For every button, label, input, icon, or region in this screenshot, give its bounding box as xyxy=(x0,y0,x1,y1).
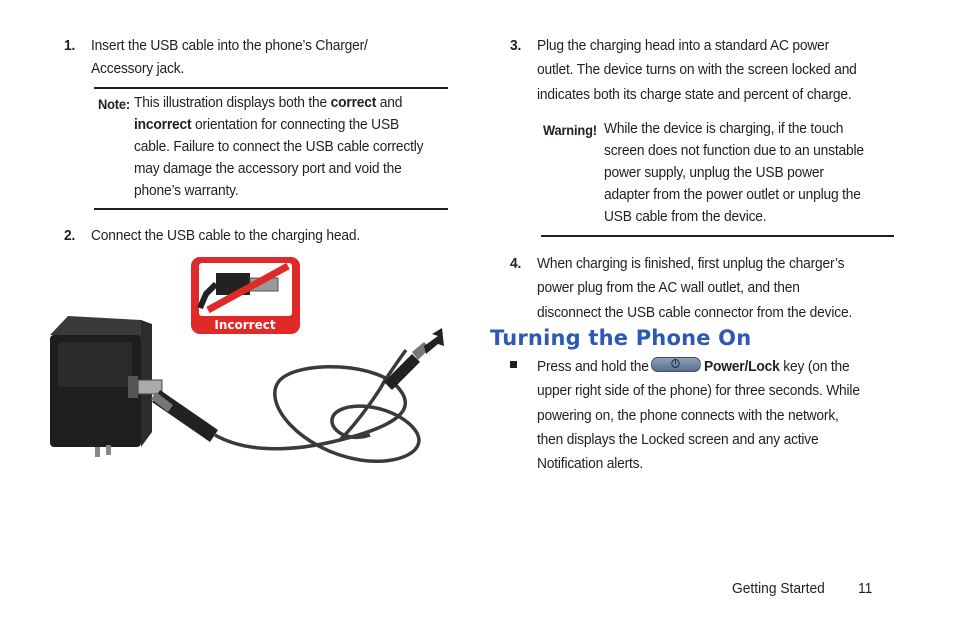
note-bottom-rule xyxy=(94,208,448,210)
micro-usb-end xyxy=(384,328,444,390)
footer-section-name: Getting Started xyxy=(732,580,825,597)
step1-number: 1. xyxy=(64,37,76,54)
step2-text: Connect the USB cable to the charging head. xyxy=(91,227,361,244)
note-line1: This illustration displays both the correct and xyxy=(134,94,403,111)
step3-number: 3. xyxy=(510,37,522,54)
note-line2: incorrect orientation for connecting the USB xyxy=(134,116,399,133)
incorrect-badge xyxy=(191,257,300,334)
step1-line2: Accessory jack. xyxy=(91,60,185,77)
step4-line1: When charging is finished, first unplug the charger’s xyxy=(537,255,845,272)
warning-line4: adapter from the power outlet or unplug the xyxy=(604,186,861,203)
note-top-rule xyxy=(94,87,448,89)
note-line5: phone’s warranty. xyxy=(134,182,239,199)
note-line4: may damage the accessory port and void the xyxy=(134,160,402,177)
warning-label: Warning! xyxy=(543,122,597,138)
footer-page-number: 11 xyxy=(858,580,873,597)
bullet-line1: Press and hold the Power/Lock key (on the xyxy=(537,358,850,375)
bullet-line4: then displays the Locked screen and any active xyxy=(537,431,819,448)
bullet-line5: Notification alerts. xyxy=(537,455,644,472)
step4-number: 4. xyxy=(510,255,522,272)
step4-line3: disconnect the USB cable connector from the device. xyxy=(537,304,853,321)
wall-charger xyxy=(50,316,152,457)
step2-number: 2. xyxy=(64,227,76,244)
bullet-line3: powering on, the phone connects with the network, xyxy=(537,407,839,424)
warning-line3: power supply, unplug the USB power xyxy=(604,164,824,181)
step3-line2: outlet. The device turns on with the screen locked and xyxy=(537,61,857,78)
usb-cable xyxy=(215,350,419,461)
warning-bottom-rule xyxy=(541,235,894,237)
power-lock-key-icon xyxy=(652,357,702,372)
note-line3: cable. Failure to connect the USB cable correctly xyxy=(134,138,424,155)
section-heading: Turning the Phone On xyxy=(490,326,752,350)
bullet-square-icon xyxy=(510,361,517,368)
step3-line1: Plug the charging head into a standard AC power xyxy=(537,37,830,54)
step1-line1: Insert the USB cable into the phone’s Charger/ xyxy=(91,37,368,54)
warning-line1: While the device is charging, if the touch xyxy=(604,120,844,137)
note-label: Note: xyxy=(98,96,130,112)
incorrect-badge-label: Incorrect xyxy=(214,318,276,332)
step3-line3: indicates both its charge state and percent of charge. xyxy=(537,86,852,103)
warning-line5: USB cable from the device. xyxy=(604,208,767,225)
step4-line2: power plug from the AC wall outlet, and then xyxy=(537,279,800,296)
bullet-line2: upper right side of the phone) for three seconds. While xyxy=(537,382,860,399)
warning-line2: screen does not function due to an unstable xyxy=(604,142,864,159)
charger-illustration xyxy=(40,250,460,480)
